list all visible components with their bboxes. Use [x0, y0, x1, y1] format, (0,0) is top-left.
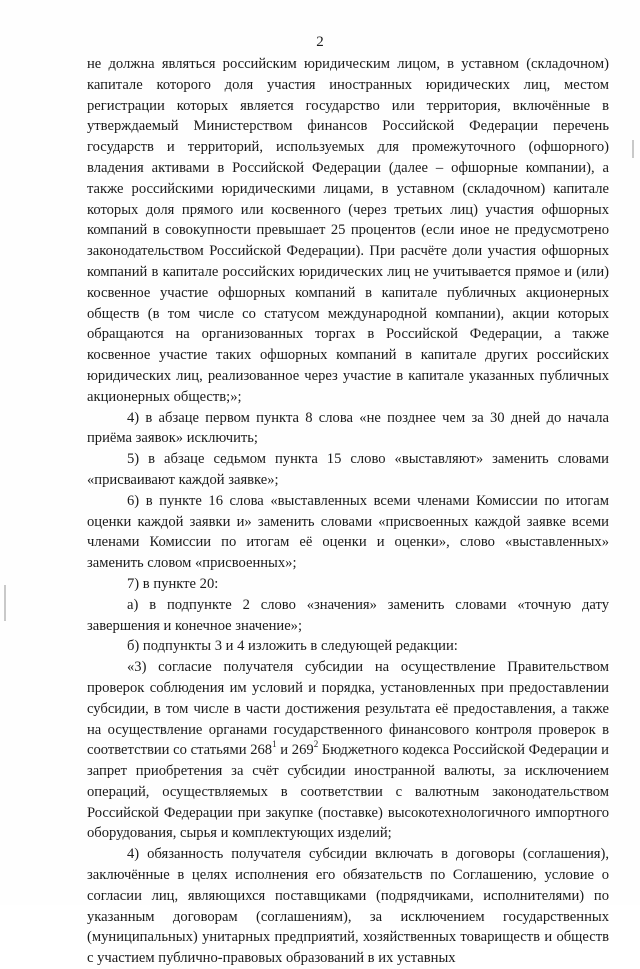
scan-edge-mark — [4, 585, 6, 621]
paragraph-subpoint-3 — [87, 657, 609, 844]
page-number: 2 — [316, 34, 324, 50]
paragraph-item-7: 7) в пункте 20: — [127, 575, 219, 592]
subpoint-3-text-before: «3) согласие получателя субсидии на осуществление Правительством проверок соблюдения им условий и порядка, установленных при предоставлении субсидии, в том числе в части достижения результата её предоставления, а также на осуществление органами государственного финансового контроля проверок в соответствии со статьями 268 — [87, 659, 609, 759]
paragraph-subitem-a: а) в подпункте 2 слово «значения» заменить словами «точную дату завершения и конечное значение»; — [87, 596, 609, 634]
document-body — [87, 54, 609, 969]
paragraph-continuation: не должна являться российским юридическим лицом, в уставном (складочном) капитале которого доля участия иностранных юридических лиц, местом регистрации которых является государство или территория, включённые в утверждаемый Министерством финансов Российской Федерации перечень государств и территорий, используемых для промежуточного (офшорного) владения активами в Российской Федерации (далее – офшорные компании), а также российскими юридическими лицами, в уставном (складочном) капитале которых доля прямого или косвенного (через третьих лиц) участия офшорных компаний в совокупности превышает 25 процентов (если иное не предусмотрено законодательством Российской Федерации). При расчёте доли участия офшорных компаний в капитале российских юридических лиц не учитывается прямое и (или) косвенное участие офшорных компаний в капитале публичных акционерных обществ (в том числе со статусом международной компании), акции которых обращаются на организованных торгах в Российской Федерации, а также косвенное участие таких офшорных компаний в капитале других российских юридических лиц, реализованное через участие в капитале указанных публичных акционерных обществ;»; — [87, 56, 609, 405]
article-superscript-2: 2 — [313, 739, 319, 750]
paragraph-item-6: 6) в пункте 16 слова «выставленных всеми членами Комиссии по итогам оценки каждой заявки и» заменить словами «присвоенных каждой заявке всеми членами Комиссии по итогам её оценки и оценки», слово «выставленных» заменить словом «присвоенных»; — [87, 492, 609, 572]
paragraph-item-5: 5) в абзаце седьмом пункта 15 слово «выставляют» заменить словами «присваивают каждой заявке»; — [87, 451, 609, 488]
paragraph-subitem-b: б) подпункты 3 и 4 изложить в следующей редакции: — [127, 638, 458, 655]
paragraph-item-4: 4) в абзаце первом пункта 8 слова «не позднее чем за 30 дней до начала приёма заявок» исключить; — [87, 409, 609, 447]
paragraph-subpoint-4: 4) обязанность получателя субсидии включать в договоры (соглашения), заключённые в целях исполнения его обязательств по Соглашению, условие о согласии лиц, являющихся поставщиками (подрядчиками, исполнителями) по указанным договорам (соглашениям), за исключением государственных (муниципальных) унитарных предприятий, хозяйственных товариществ и обществ с участием публично-правовых образований в их уставных — [87, 846, 609, 967]
subpoint-3-text-middle: и 269 — [276, 742, 314, 759]
subpoint-3-text-after: Бюджетного кодекса Российской Федерации и запрет приобретения за счёт субсидии иностранной валюты, за исключением операций, осуществляемых в соответствии с валютным законодательством Российской Федерации при закупке (поставке) высокотехнологичного импортного оборудования, сырья и комплектующих изделий; — [87, 742, 609, 842]
scan-edge-mark — [632, 140, 634, 158]
article-superscript-1: 1 — [272, 739, 277, 750]
